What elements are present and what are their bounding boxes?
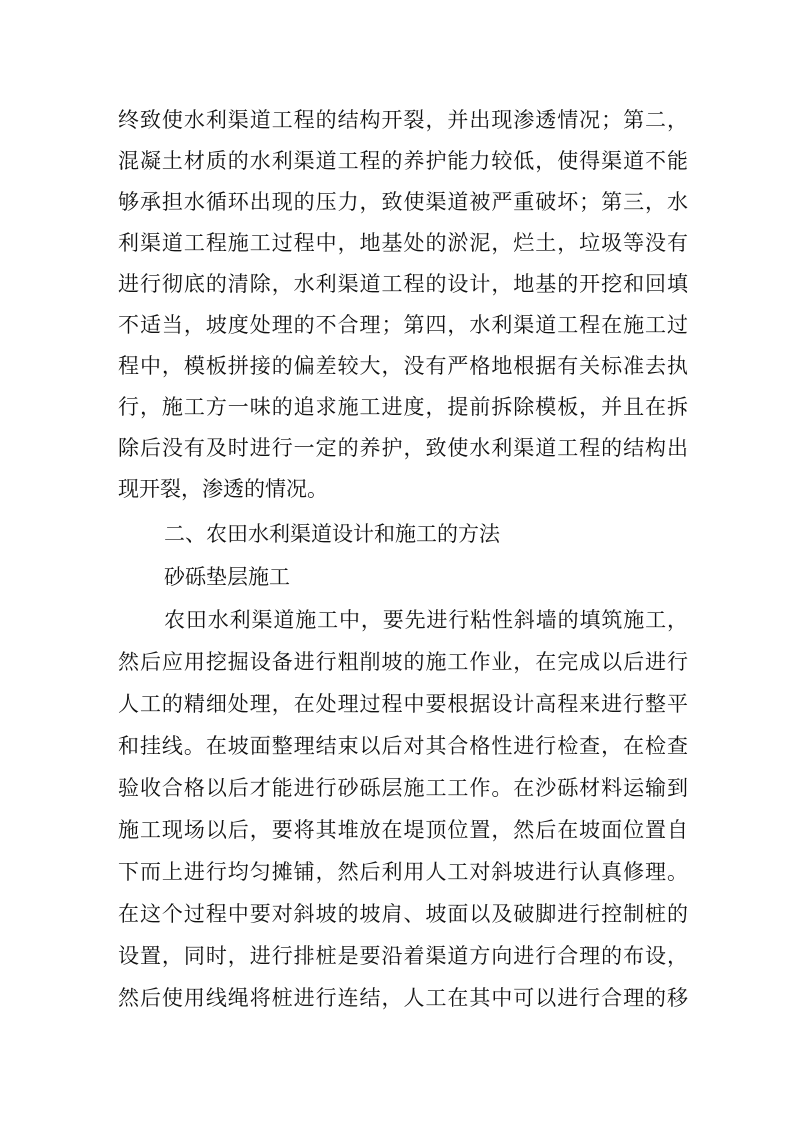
section-heading: 二、农田水利渠道设计和施工的方法 [164,522,500,546]
paragraph-1-line: 不适当，坡度处理的不合理；第四，水利渠道工程在施工过 [118,313,688,337]
paragraph-2-line: 设置，同时，进行排桩是要沿着渠道方向进行合理的布设， [118,944,688,968]
paragraph-1-line: 进行彻底的清除，水利渠道工程的设计，地基的开挖和回填 [118,272,688,296]
paragraph-2-line: 和挂线。在坡面整理结束以后对其合格性进行检查，在检查 [118,734,688,758]
paragraph-1-line: 行，施工方一味的追求施工进度，提前拆除模板，并且在拆 [118,395,688,419]
paragraph-1-line: 终致使水利渠道工程的结构开裂，并出现渗透情况；第二， [118,108,688,132]
paragraph-1-line: 现开裂，渗透的情况。 [118,477,328,501]
paragraph-1-line: 够承担水循环出现的压力，致使渠道被严重破坏；第三，水 [118,190,688,214]
paragraph-2-line: 农田水利渠道施工中，要先进行粘性斜墙的填筑施工， [164,608,688,632]
paragraph-2-line: 验收合格以后才能进行砂砾层施工工作。在沙砾材料运输到 [118,776,688,800]
paragraph-1-line: 利渠道工程施工过程中，地基处的淤泥，烂土，垃圾等没有 [118,231,688,255]
paragraph-2-line: 在这个过程中要对斜坡的坡肩、坡面以及破脚进行控制桩的 [118,902,688,926]
paragraph-2-line: 下而上进行均匀摊铺，然后利用人工对斜坡进行认真修理。 [118,860,688,884]
paragraph-2-line: 然后应用挖掘设备进行粗削坡的施工作业，在完成以后进行 [118,650,688,674]
subsection-heading: 砂砾垫层施工 [164,565,290,589]
paragraph-1-line: 混凝土材质的水利渠道工程的养护能力较低，使得渠道不能 [118,149,688,173]
paragraph-2-line: 人工的精细处理，在处理过程中要根据设计高程来进行整平 [118,692,688,716]
paragraph-1-line: 程中，模板拼接的偏差较大，没有严格地根据有关标准去执 [118,354,688,378]
paragraph-1-line: 除后没有及时进行一定的养护，致使水利渠道工程的结构出 [118,436,688,460]
paragraph-2-line: 施工现场以后，要将其堆放在堤顶位置，然后在坡面位置自 [118,818,688,842]
paragraph-2-line: 然后使用线绳将桩进行连结，人工在其中可以进行合理的移 [118,986,688,1010]
